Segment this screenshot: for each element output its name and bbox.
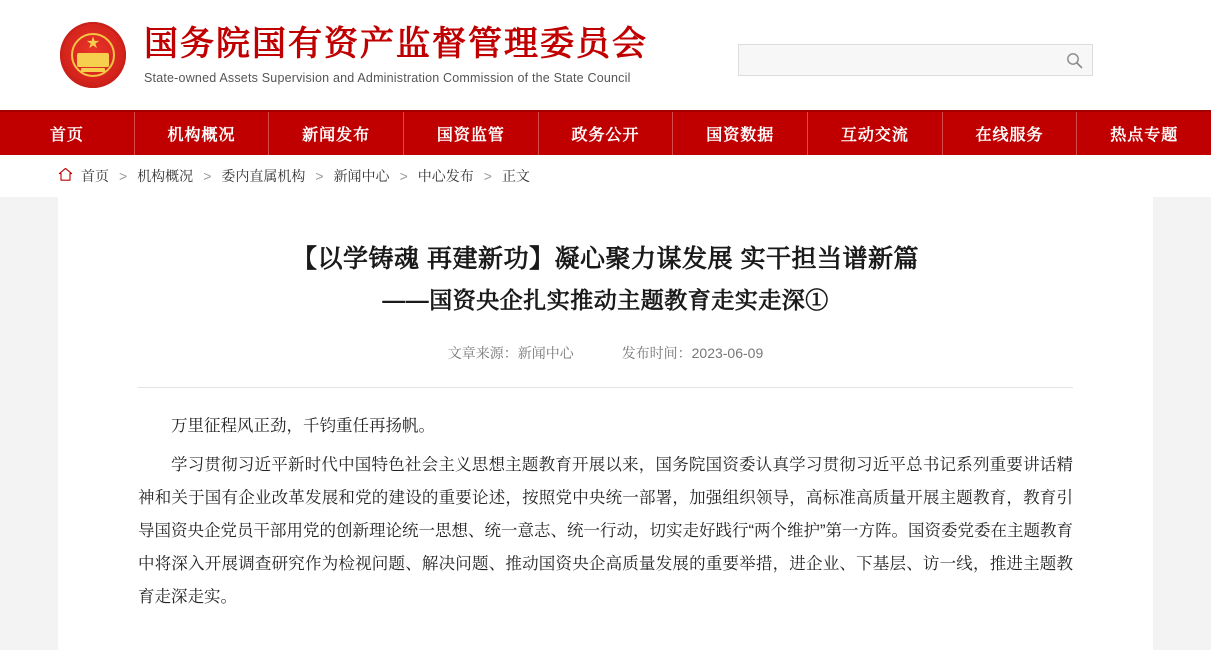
breadcrumb-separator: > [483, 168, 492, 184]
nav-item-2[interactable]: 新闻发布 [269, 112, 404, 155]
meta-divider [138, 387, 1073, 388]
article-paragraph-1: 学习贯彻习近平新时代中国特色社会主义思想主题教育开展以来，国务院国资委认真学习贯彻习近平总书记系列重要讲话精神和关于国有企业改革发展和党的建设的重要论述，按照党中央统一部署，加强组织领导，高标准高质量开展主题教育，教育引导国资央企党员干部用党的创新理论统一思想、统一意志、统一行动，切实走好践行“两个维护”第一方阵。国资委党委在主题教育中将深入开展调查研究作为检视问题、解决问题、推动国资央企高质量发展的重要举措，进企业、下基层、访一线，推进主题教育走深走实。 [138, 456, 1073, 606]
breadcrumb-item-2[interactable]: 委内直属机构 [221, 168, 306, 184]
nav-item-4[interactable]: 政务公开 [539, 112, 674, 155]
article-body [138, 410, 1073, 614]
site-title: 国务院国有资产监督管理委员会 [144, 25, 648, 64]
nav-item-5[interactable]: 国资数据 [673, 112, 808, 155]
article-source: 文章来源：新闻中心 [447, 345, 574, 361]
site-header [0, 0, 1211, 110]
breadcrumb-item-0[interactable]: 首页 [81, 168, 109, 184]
site-title-block [144, 25, 648, 84]
breadcrumb-item-4[interactable]: 中心发布 [417, 168, 474, 184]
breadcrumb-item-current: 正文 [501, 168, 530, 184]
breadcrumb-separator: > [315, 168, 324, 184]
nav-item-6[interactable]: 互动交流 [808, 112, 943, 155]
article-card [58, 197, 1153, 650]
emblem-star-icon: ★ [85, 35, 101, 53]
main-nav [0, 110, 1211, 155]
article-subtitle: ——国资央企扎实推动主题教育走实走深① [382, 286, 829, 313]
search-icon[interactable] [1064, 50, 1084, 70]
article-meta [138, 343, 1073, 363]
emblem-gate-icon [77, 53, 109, 67]
article-title: 【以学铸魂 再建新功】凝心聚力谋发展 实干担当谱新篇 [292, 245, 919, 273]
breadcrumb-separator: > [203, 168, 212, 184]
nav-item-1[interactable]: 机构概况 [135, 112, 270, 155]
search-input[interactable] [747, 52, 1064, 69]
breadcrumb-separator: > [399, 168, 408, 184]
home-icon [58, 167, 73, 186]
breadcrumb [0, 155, 1211, 197]
site-subtitle: State-owned Assets Supervision and Administration Commission of the State Council [144, 70, 631, 85]
national-emblem-icon [60, 22, 126, 88]
breadcrumb-item-3[interactable]: 新闻中心 [333, 168, 390, 184]
nav-item-7[interactable]: 在线服务 [943, 112, 1078, 155]
breadcrumb-item-1[interactable]: 机构概况 [137, 168, 194, 184]
search-box[interactable] [738, 44, 1093, 76]
content-area [0, 197, 1211, 650]
nav-item-0[interactable]: 首页 [0, 112, 135, 155]
article-paragraph-0: 万里征程风正劲，千钧重任再扬帆。 [171, 417, 435, 435]
article-date: 发布时间：2023-06-09 [621, 345, 764, 361]
nav-item-3[interactable]: 国资监管 [404, 112, 539, 155]
nav-item-8[interactable]: 热点专题 [1110, 127, 1179, 144]
breadcrumb-separator: > [119, 168, 128, 184]
